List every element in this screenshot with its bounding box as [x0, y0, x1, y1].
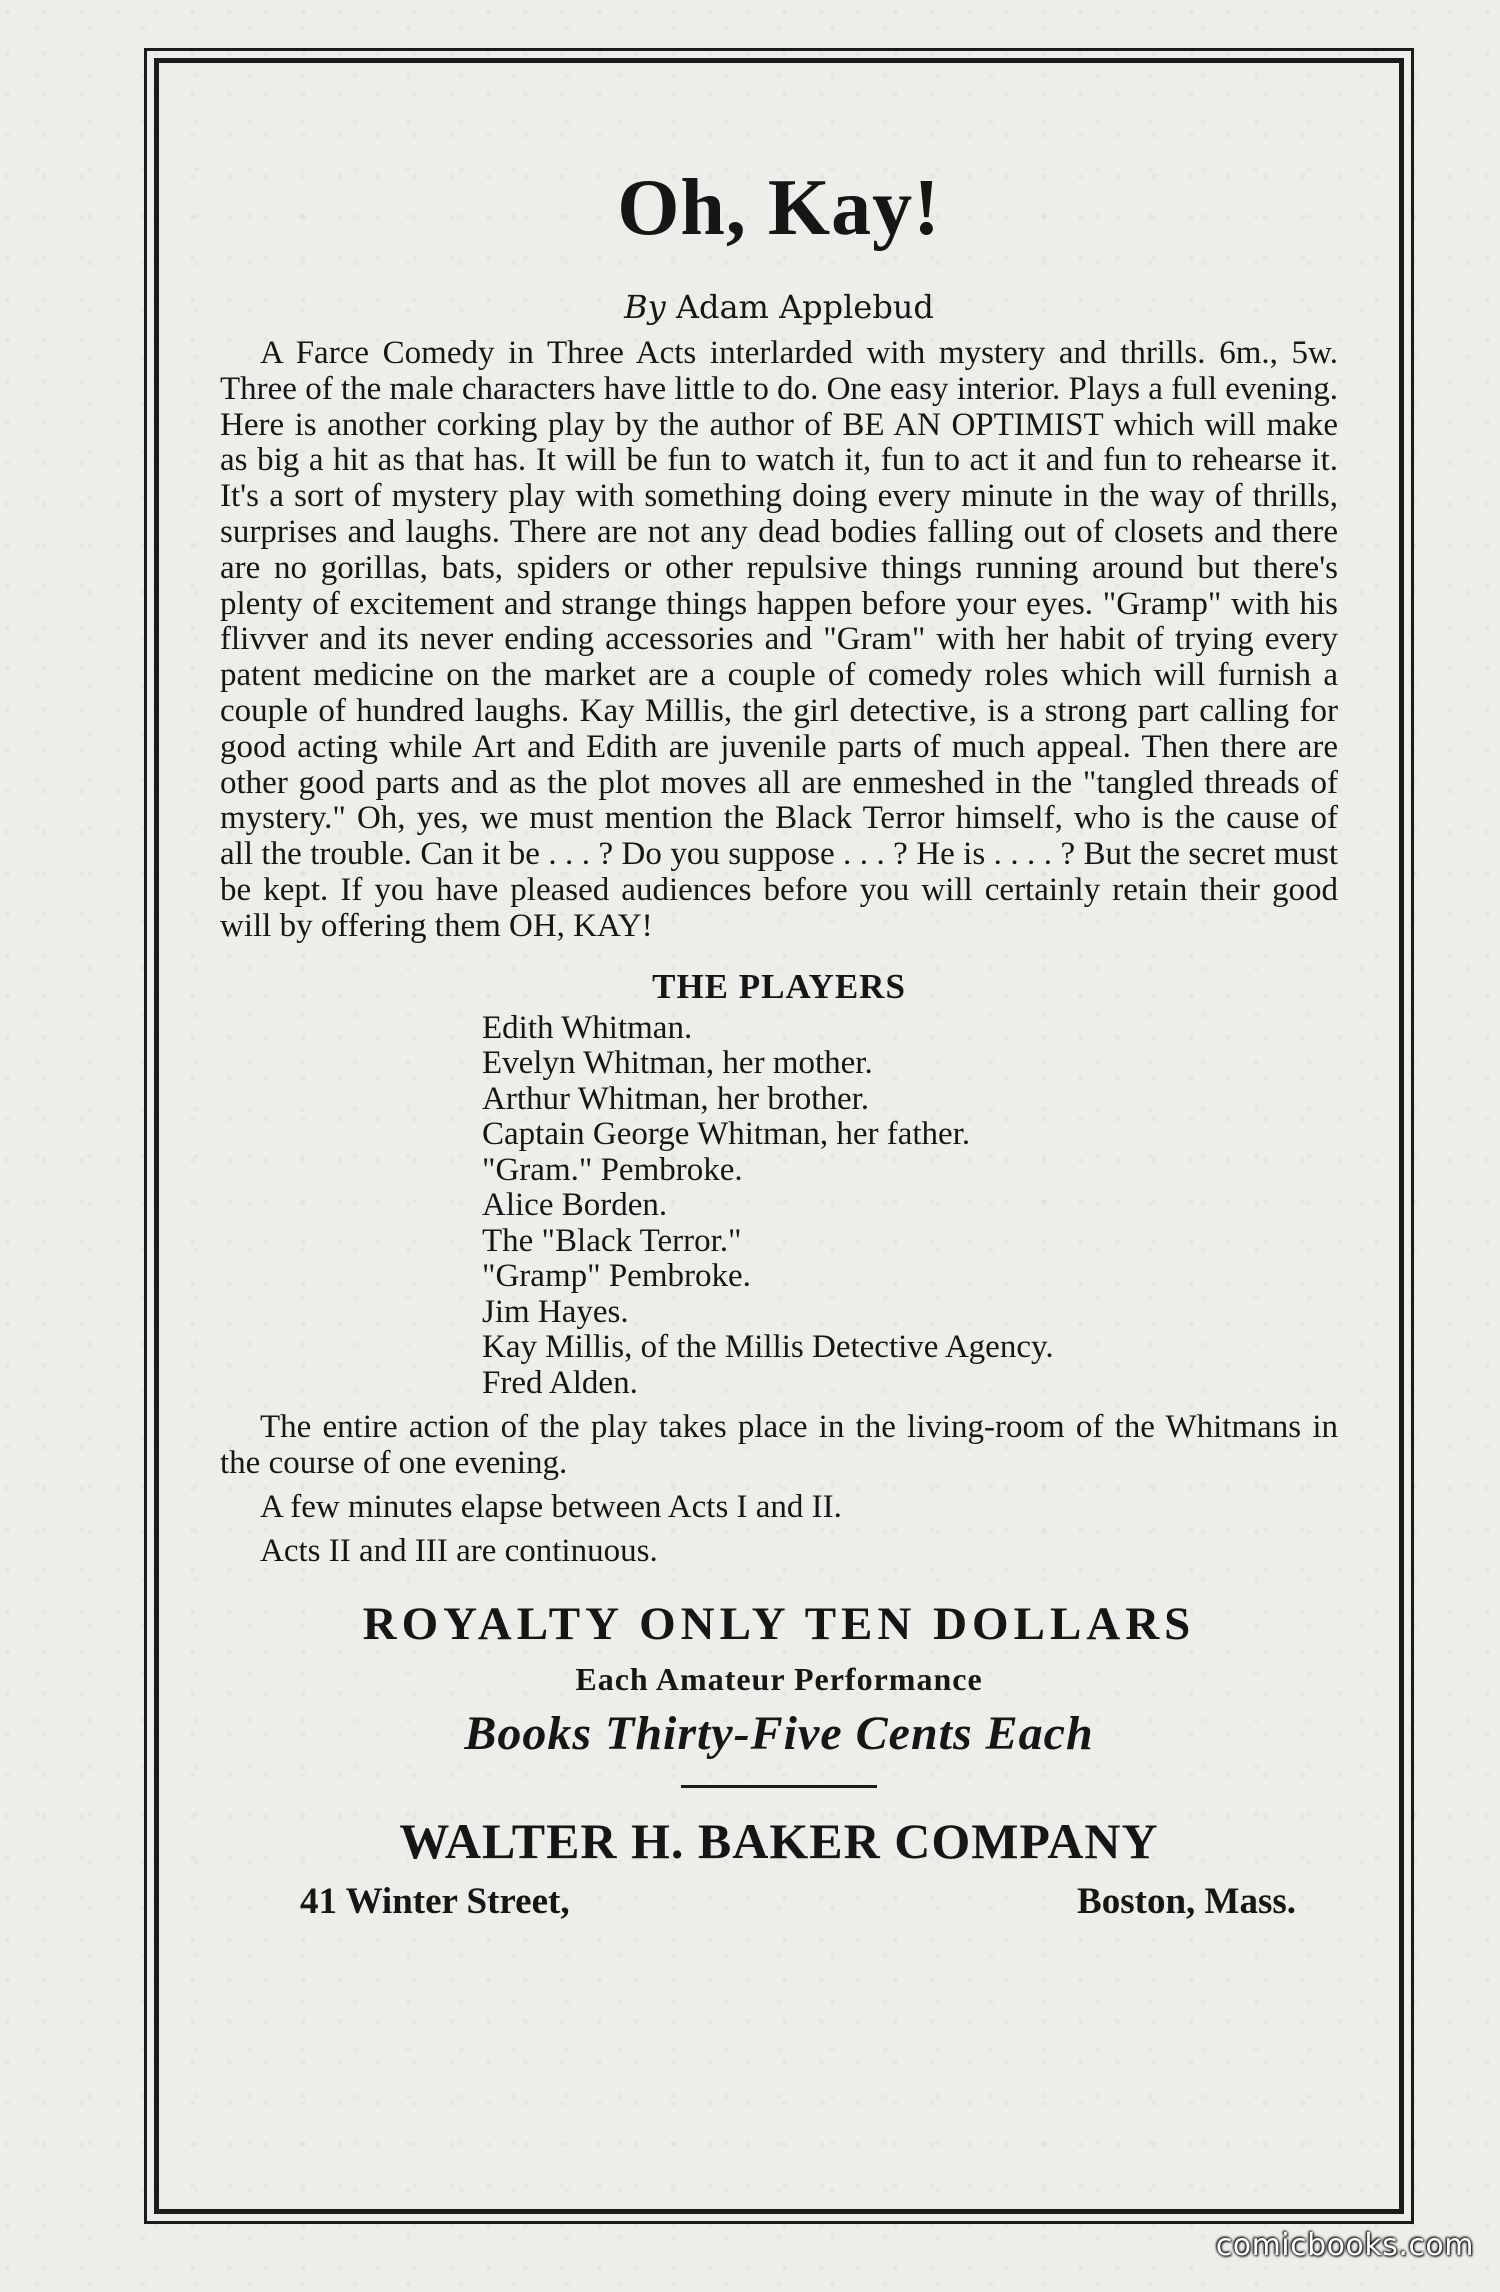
setting-text: The entire action of the play takes place in the living-room of the Whitmans in the course of one evening. [220, 1409, 1338, 1482]
byline-author: Adam Applebud [675, 288, 934, 326]
player-item: Kay Millis, of the Millis Detective Agency. [482, 1329, 1054, 1366]
player-item: Alice Borden. [482, 1187, 668, 1224]
divider-rule [681, 1785, 877, 1788]
publisher-name: WALTER H. BAKER COMPANY [399, 1813, 1159, 1870]
books-price: Books Thirty-Five Cents Each [464, 1707, 1094, 1761]
publisher-address [220, 1880, 1338, 1923]
player-item: Evelyn Whitman, her mother. [482, 1045, 873, 1082]
player-item: Arthur Whitman, her brother. [482, 1080, 870, 1117]
performance-line: Each Amateur Performance [575, 1661, 983, 1698]
publisher-city: Boston, Mass. [1077, 1881, 1296, 1923]
act-note: A few minutes elapse between Acts I and II. [260, 1489, 842, 1526]
player-item: "Gramp" Pembroke. [482, 1258, 751, 1295]
player-item: Captain George Whitman, her father. [482, 1116, 971, 1153]
players-heading: THE PLAYERS [652, 966, 906, 1006]
player-item: Jim Hayes. [482, 1293, 629, 1330]
player-item: Edith Whitman. [482, 1009, 693, 1046]
royalty-heading: ROYALTY ONLY TEN DOLLARS [362, 1598, 1196, 1651]
act-note: Acts II and III are continuous. [260, 1533, 658, 1570]
player-item: "Gram." Pembroke. [482, 1151, 743, 1188]
publisher-street: 41 Winter Street, [300, 1881, 570, 1923]
advertisement-content [220, 150, 1338, 1923]
play-description: A Farce Comedy in Three Acts interlarded with mystery and thrills. 6m., 5w. Three of the male characters have little to do. One easy interior. Plays a full evening. Here is another corking play by the author of BE AN OPTIMIST which will make as big a hit as that has. It will be fun to watch it, fun to act it and fun to rehearse it. It's a sort of mystery play with something doing every minute in the way of thrills, surprises and laughs. There are not any dead bodies falling out of closets and there are no gorillas, bats, spiders or other repulsive things running around but there's plenty of excitement and strange things happen before your eyes. "Gramp" with his flivver and its never ending accessories and "Gram" with her habit of trying every patent medicine on the market are a couple of comedy roles which will furnish a couple of hundred laughs. Kay Millis, the girl detective, is a strong part calling for good acting while Art and Edith are juvenile parts of much appeal. Then there are other good parts and as the plot moves all are enmeshed in the "tangled threads of mystery." Oh, yes, we must mention the Black Terror himself, who is the cause of all the trouble. Can it be . . . ? Do you suppose . . . ? He is . . . . ? But the secret must be kept. If you have pleased audiences before you will certainly retain their good will by offering them OH, KAY! [220, 335, 1338, 944]
byline-by: By [624, 288, 666, 326]
watermark-logo: comicbooks.com [1215, 2228, 1474, 2263]
player-item: The "Black Terror." [482, 1222, 742, 1259]
play-title: Oh, Kay! [617, 164, 941, 252]
byline [220, 288, 1338, 326]
player-item: Fred Alden. [482, 1364, 638, 1401]
players-list [482, 1011, 1338, 1402]
